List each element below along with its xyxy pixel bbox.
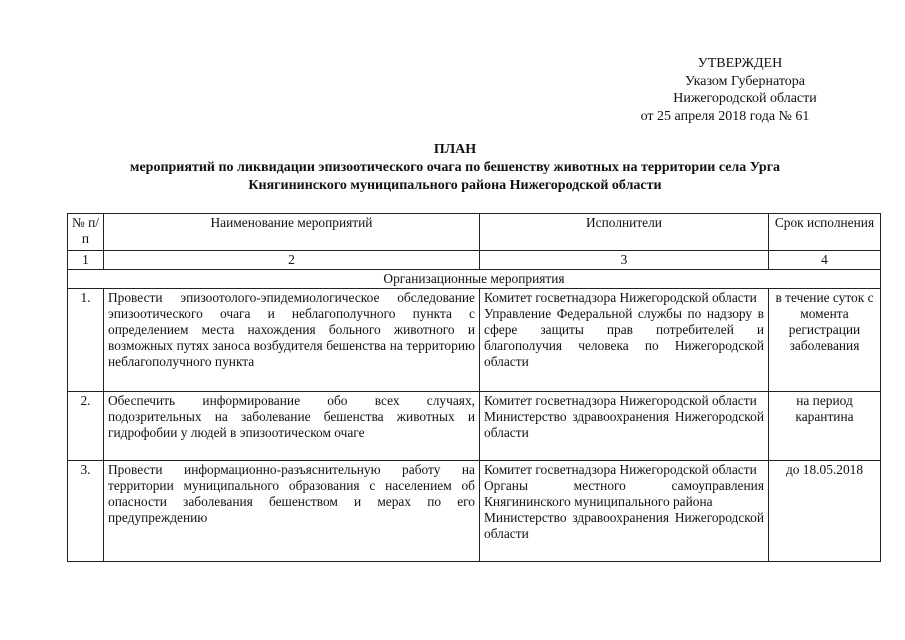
row-number: 3. <box>68 461 104 562</box>
executor: Министерство здравоохранения Нижегородской области <box>484 510 764 541</box>
executor: Комитет госветнадзора Нижегородской области <box>484 393 757 408</box>
column-number: 3 <box>480 251 769 270</box>
row-term: до 18.05.2018 <box>769 461 881 562</box>
approval-line-decree: Указом Губернатора <box>684 73 806 89</box>
executor: Комитет госветнадзора Нижегородской области <box>484 290 757 305</box>
section-row <box>68 270 881 289</box>
header-num: № п/п <box>68 214 104 251</box>
executor: Органы местного самоуправления Княгининского муниципального района <box>484 478 764 509</box>
row-activity: Провести информационно-разъяснительную работу на территории муниципального образования с населением об опасности заболевания бешенством и мерах по его предупреждению <box>104 461 480 562</box>
column-numbers-row <box>68 251 881 270</box>
plan-title <box>60 141 850 195</box>
plan-subtitle-line1: мероприятий по ликвидации эпизоотического очага по бешенству животных на территории села Урга <box>129 160 781 175</box>
header-term: Срок исполнения <box>769 214 881 251</box>
row-executors <box>480 461 769 562</box>
section-title: Организационные мероприятия <box>68 270 881 289</box>
row-executors <box>480 289 769 392</box>
table-header-row <box>68 214 881 251</box>
executor: Комитет госветнадзора Нижегородской области <box>484 462 757 477</box>
header-name: Наименование мероприятий <box>104 214 480 251</box>
row-term: в течение суток с момента регистрации заболевания <box>769 289 881 392</box>
approval-line-date: от 25 апреля 2018 года № 61 <box>640 108 810 124</box>
approval-line-approved: УТВЕРЖДЕН <box>697 56 783 71</box>
row-number: 1. <box>68 289 104 392</box>
row-activity: Обеспечить информирование обо всех случаях, подозрительных на заболевание бешенства животных и гидрофобии у людей в эпизоотическом очаге <box>104 392 480 461</box>
table-row <box>68 461 881 562</box>
column-number: 1 <box>68 251 104 270</box>
header-executors: Исполнители <box>480 214 769 251</box>
executor: Управление Федеральной службы по надзору в сфере защиты прав потребителей и благополучия человека по Нижегородской области <box>484 306 764 369</box>
column-number: 2 <box>104 251 480 270</box>
column-number: 4 <box>769 251 881 270</box>
approval-stamp <box>630 55 840 125</box>
table-row <box>68 392 881 461</box>
row-activity: Провести эпизоотолого-эпидемиологическое обследование эпизоотического очага и неблагополучного пункта с определением места нахождения больного животного и возможных путях заноса возбудителя бешенства на территорию неблагополучного пункта <box>104 289 480 392</box>
row-term: на период карантина <box>769 392 881 461</box>
row-executors <box>480 392 769 461</box>
plan-table <box>67 213 881 562</box>
plan-subtitle-line2: Княгининского муниципального района Нижегородской области <box>248 178 662 193</box>
approval-line-region: Нижегородской области <box>673 91 817 106</box>
row-number: 2. <box>68 392 104 461</box>
plan-heading: ПЛАН <box>433 142 477 157</box>
table-row <box>68 289 881 392</box>
executor: Министерство здравоохранения Нижегородской области <box>484 409 764 440</box>
